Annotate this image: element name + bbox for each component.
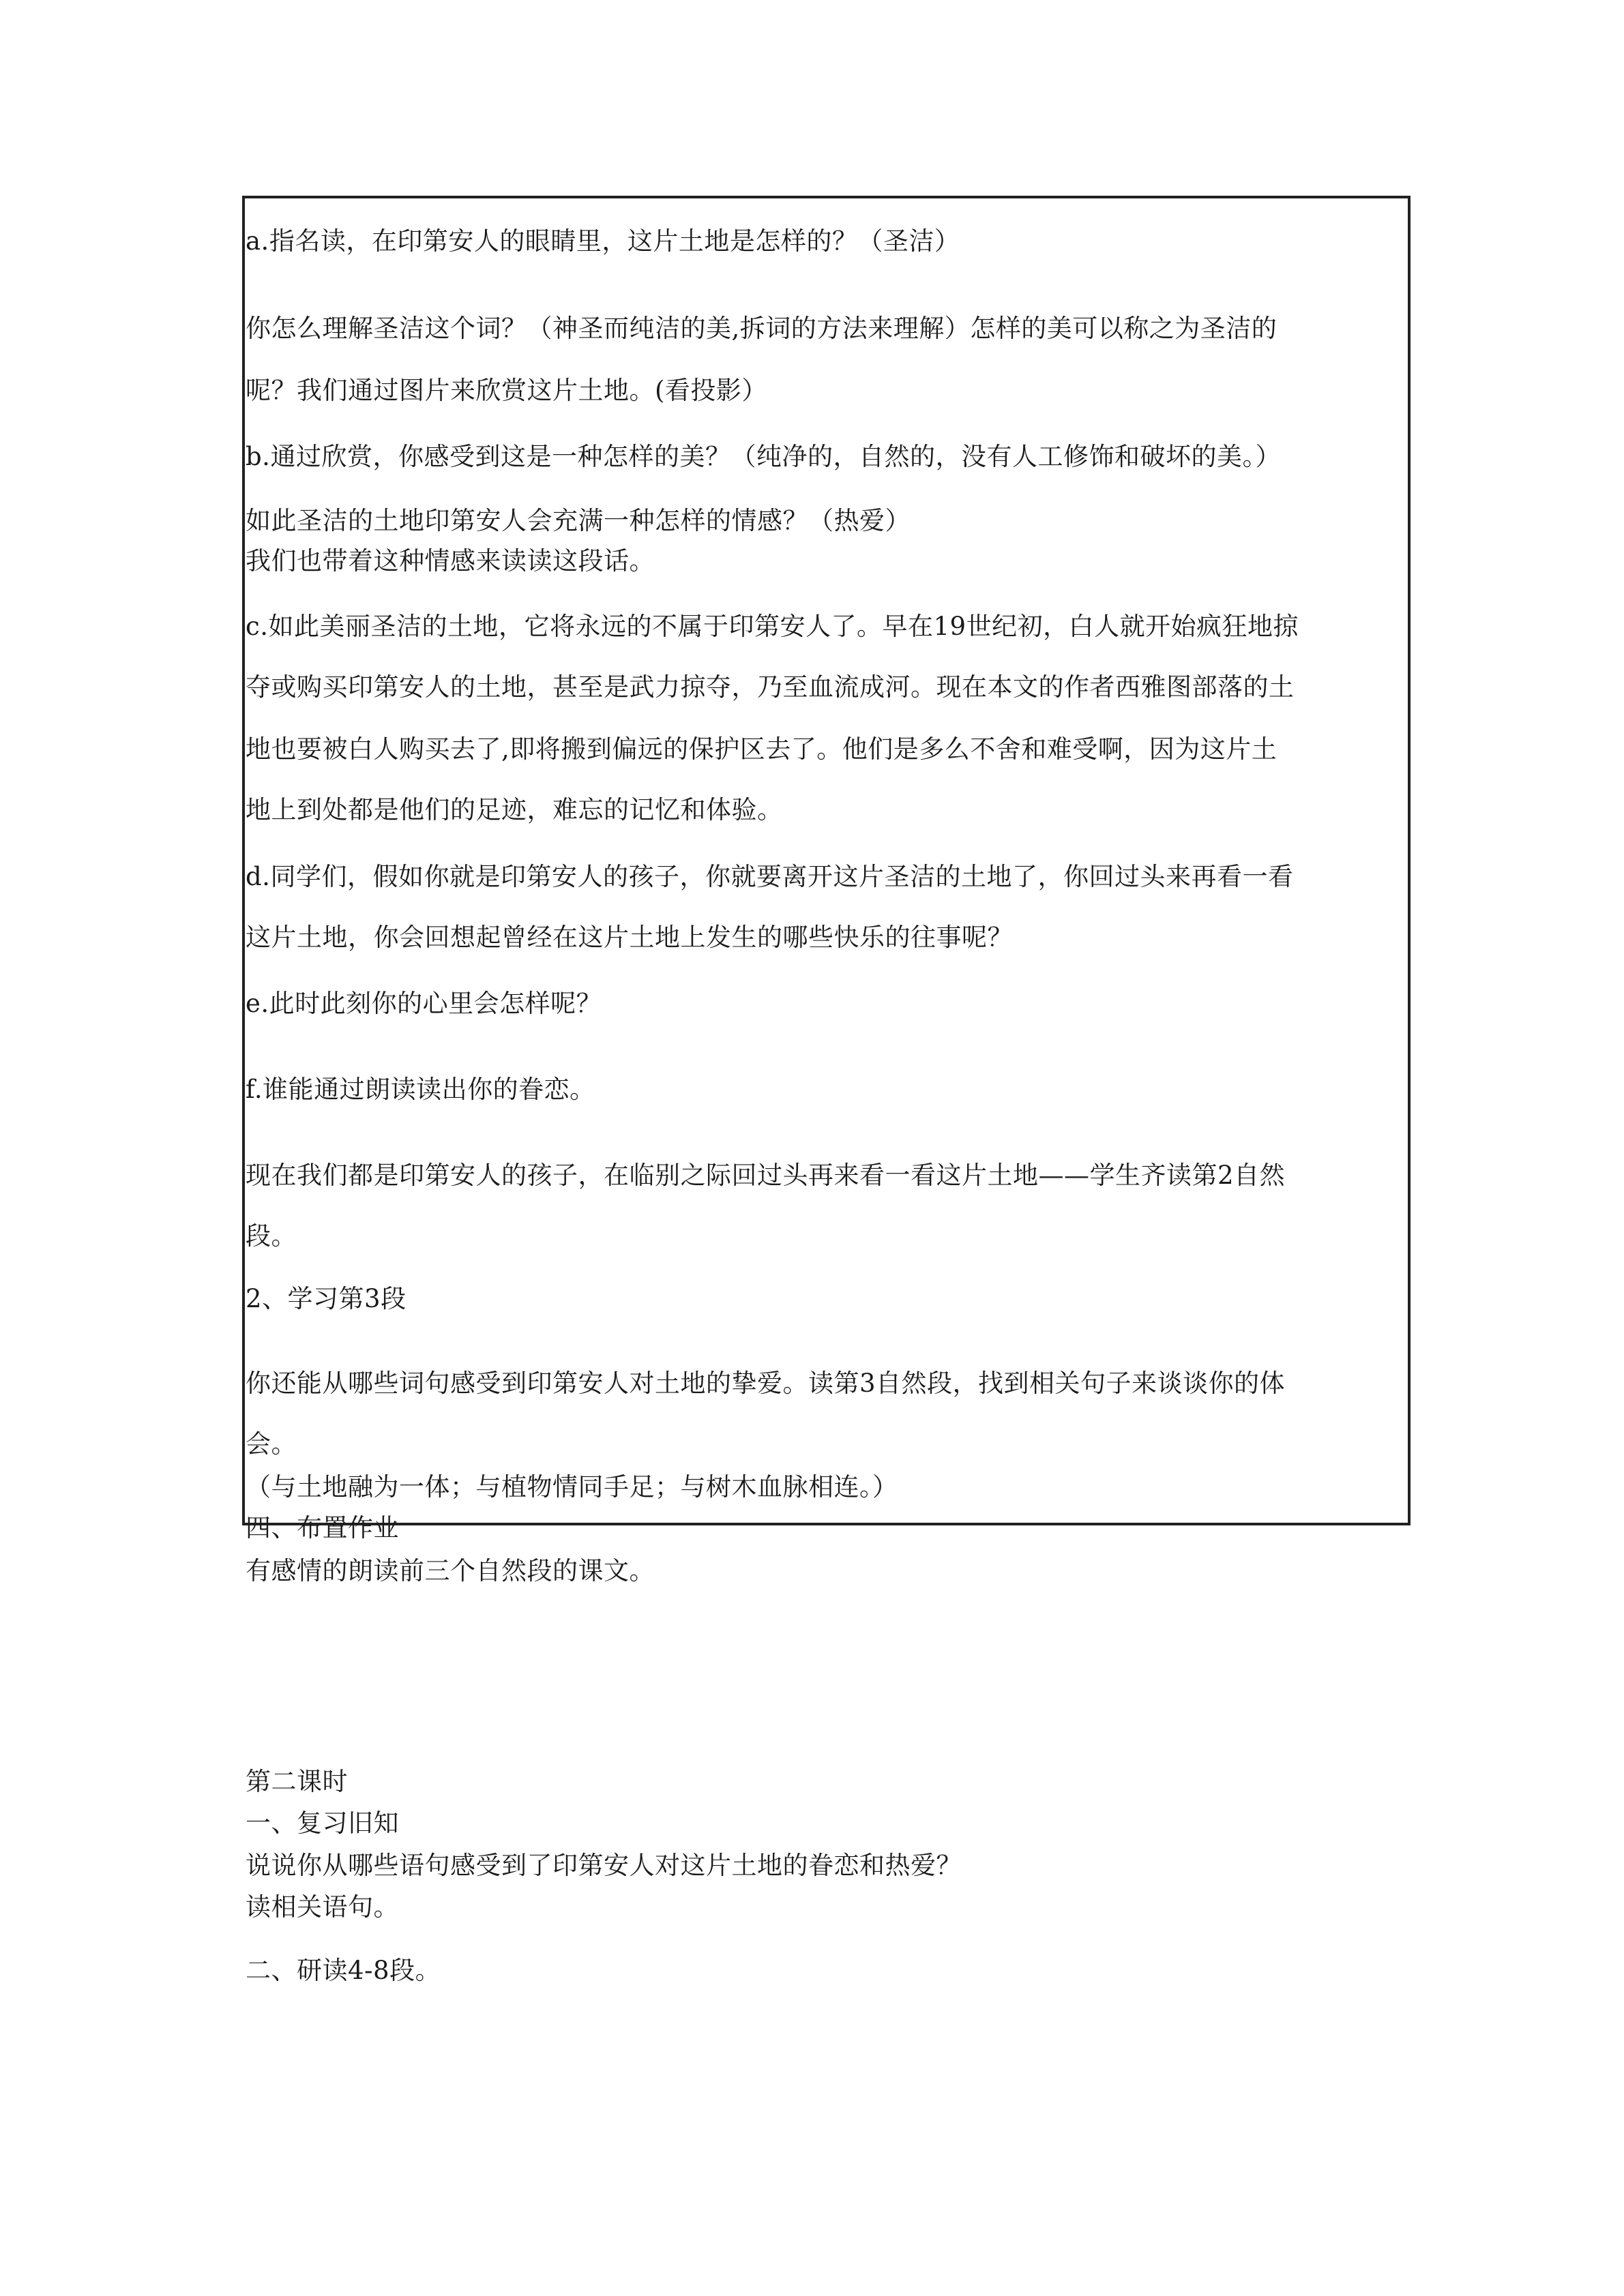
text-line: 夺或购买印第安人的土地，甚至是武力掠夺，乃至血流成河。现在本文的作者西雅图部落的土: [246, 672, 1295, 702]
text-line: 你还能从哪些词句感受到印第安人对土地的挚爱。读第3自然段，找到相关句子来谈谈你的体: [246, 1369, 1286, 1398]
text-line: 地也要被白人购买去了,即将搬到偏远的保护区去了。他们是多么不舍和难受啊，因为这片土: [246, 734, 1278, 764]
text-line: 地上到处都是他们的足迹，难忘的记忆和体验。: [246, 795, 783, 824]
text-line: c.如此美丽圣洁的土地，它将永远的不属于印第安人了。早在19世纪初，白人就开始疯狂地掠: [246, 612, 1299, 641]
text-line: 2、学习第3段: [246, 1284, 407, 1313]
text-line: 一、复习旧知: [246, 1808, 399, 1838]
text-line: e.此时此刻你的心里会怎样呢？: [246, 989, 602, 1018]
text-line: 呢？我们通过图片来欣赏这片土地。(看投影）: [246, 376, 767, 405]
text-line: 读相关语句。: [246, 1892, 399, 1922]
text-line: 第二课时: [246, 1767, 348, 1796]
text-line: 我们也带着这种情感来读读这段话。: [246, 546, 655, 576]
text-line: 你怎么理解圣洁这个词？（神圣而纯洁的美,拆词的方法来理解）怎样的美可以称之为圣洁的: [246, 314, 1278, 343]
text-line: 二、研读4-8段。: [246, 1956, 441, 1985]
text-line: 有感情的朗读前三个自然段的课文。: [246, 1556, 655, 1585]
text-line: 四、布置作业: [246, 1513, 399, 1542]
text-line: b.通过欣赏，你感受到这是一种怎样的美？（纯净的，自然的，没有人工修饰和破坏的美。）: [246, 442, 1281, 471]
text-line: 说说你从哪些语句感受到了印第安人对这片土地的眷恋和热爱？: [246, 1851, 962, 1880]
text-line: a.指名读，在印第安人的眼睛里，这片土地是怎样的？（圣洁）: [246, 226, 960, 256]
text-line: 段。: [246, 1221, 297, 1251]
text-line: 这片土地，你会回想起曾经在这片土地上发生的哪些快乐的往事呢？: [246, 923, 1013, 952]
text-line: d.同学们，假如你就是印第安人的孩子，你就要离开这片圣洁的土地了，你回过头来再看一看: [246, 862, 1294, 891]
text-line: 会。: [246, 1429, 297, 1459]
text-line: （与土地融为一体；与植物情同手足；与树木血脉相连。）: [246, 1472, 898, 1502]
text-line: 如此圣洁的土地印第安人会充满一种怎样的情感？（热爱）: [246, 506, 911, 535]
text-line: 现在我们都是印第安人的孩子，在临别之际回过头再来看一看这片土地——学生齐读第2自然: [246, 1161, 1286, 1190]
text-line: f.谁能通过朗读读出你的眷恋。: [246, 1075, 595, 1104]
